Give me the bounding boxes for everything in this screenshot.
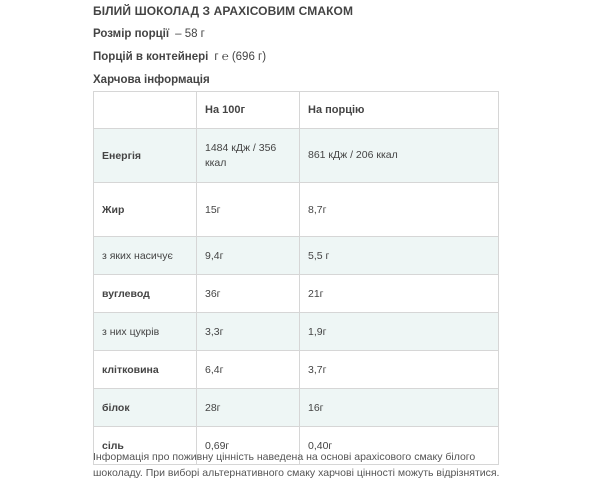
- serving-size-line: [93, 28, 205, 40]
- table-row: [94, 351, 499, 389]
- cell-serving-sugars: 1,9г: [300, 313, 499, 351]
- cell-per100-saturates: 9,4г: [197, 237, 300, 275]
- serving-size-value: – 58 г: [175, 28, 205, 40]
- row-label-energy: Енергія: [94, 129, 197, 183]
- table-row: [94, 237, 499, 275]
- cell-per100-protein: 28г: [197, 389, 300, 427]
- nutrition-heading-line: [93, 74, 210, 86]
- row-label-fibre: клітковина: [94, 351, 197, 389]
- serving-size-label: Розмір порції: [93, 28, 170, 40]
- cell-serving-fibre: 3,7г: [300, 351, 499, 389]
- table-header-row: [94, 92, 499, 129]
- cell-serving-protein: 16г: [300, 389, 499, 427]
- header-per-serving: На порцію: [300, 92, 499, 129]
- row-label-sugars: з них цукрів: [94, 313, 197, 351]
- cell-serving-salt: 0,40г: [300, 427, 499, 465]
- row-label-fat: Жир: [94, 183, 197, 237]
- header-empty-cell: [94, 92, 197, 129]
- servings-per-container-line: [93, 51, 266, 63]
- header-per-100g: На 100г: [197, 92, 300, 129]
- row-label-carbohydrate: вуглевод: [94, 275, 197, 313]
- cell-per100-carbohydrate: 36г: [197, 275, 300, 313]
- product-title: БІЛИЙ ШОКОЛАД З АРАХІСОВИМ СМАКОМ: [93, 4, 354, 18]
- servings-per-container-value: г ℮ (696 г): [214, 51, 267, 63]
- servings-per-container-label: Порцій в контейнері: [93, 51, 209, 63]
- cell-serving-saturates: 5,5 г: [300, 237, 499, 275]
- row-label-protein: білок: [94, 389, 197, 427]
- cell-text: 1484 кДж / 356 ккал: [205, 141, 277, 169]
- row-label-saturates: з яких насичує: [94, 237, 197, 275]
- cell-per100-sugars: 3,3г: [197, 313, 300, 351]
- table-row: [94, 389, 499, 427]
- cell-per100-fat: 15г: [197, 183, 300, 237]
- cell-serving-fat: 8,7г: [300, 183, 499, 237]
- nutrition-heading: Харчова інформація: [93, 74, 210, 86]
- table-row: [94, 313, 499, 351]
- nutrition-footnote: Інформація про поживну цінність наведена на основі арахісового смаку білого шоколаду. При виборі альтернативного смаку харчові цінності можуть відрізнятися.: [93, 451, 500, 479]
- cell-per100-fibre: 6,4г: [197, 351, 300, 389]
- table-row: [94, 275, 499, 313]
- row-label-salt: сіль: [94, 427, 197, 465]
- nutrition-table: [93, 91, 499, 465]
- table-row: [94, 183, 499, 237]
- cell-serving-carbohydrate: 21г: [300, 275, 499, 313]
- cell-serving-energy: [300, 129, 499, 183]
- cell-per100-energy: [197, 129, 300, 183]
- table-row: [94, 129, 499, 183]
- cell-text: 861 кДж / 206 ккал: [308, 149, 398, 161]
- cell-per100-salt: 0,69г: [197, 427, 300, 465]
